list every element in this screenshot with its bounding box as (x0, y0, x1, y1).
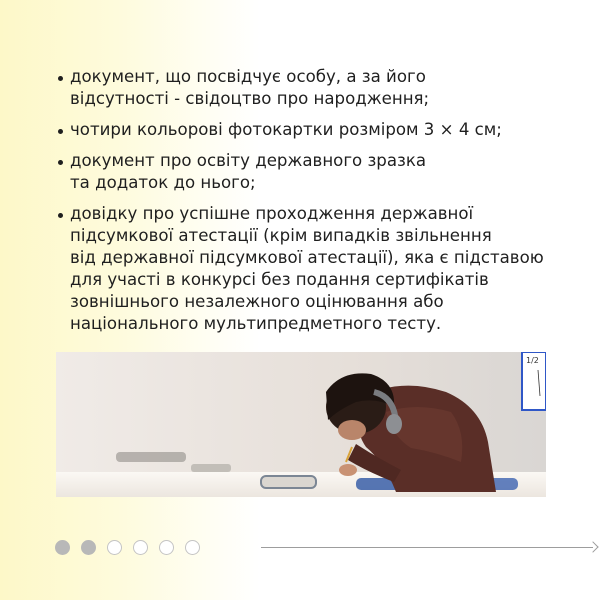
list-item-text: документ, що посвідчує особу, а за його відсутності - свідоцтво про народження; (70, 67, 430, 108)
list-item-text: довідку про успішне проходження державної підсумкової атестації (крім випадків звільнення від державної підсумкової атестації), яка є підставою для участі в конкурсі без подання сертифікатів зовнішнього незалежного оцінювання або національного мультипредметного тесту. (70, 204, 544, 333)
page-dot[interactable] (81, 540, 96, 555)
bullet-icon (58, 160, 63, 165)
requirements-list (58, 66, 558, 344)
whiteboard-text: 1/2 (526, 356, 539, 365)
carousel-pagination (55, 540, 555, 558)
page-dot[interactable] (159, 540, 174, 555)
page-dot[interactable] (107, 540, 122, 555)
list-item-text: чотири кольорові фотокартки розміром 3 × 4 см; (70, 120, 502, 139)
bullet-icon (58, 129, 63, 134)
student-exam-illustration (56, 352, 546, 497)
list-item-text: документ про освіту державного зразка та додаток до нього; (70, 151, 427, 192)
bullet-icon (58, 76, 63, 81)
page-dot[interactable] (185, 540, 200, 555)
list-item (58, 66, 558, 110)
student-exam-photo (56, 352, 546, 497)
progress-line (261, 547, 593, 548)
list-item (58, 203, 558, 335)
arrow-right-icon[interactable] (587, 541, 598, 552)
list-item (58, 119, 558, 141)
page-dot[interactable] (55, 540, 70, 555)
list-item (58, 150, 558, 194)
bullet-icon (58, 213, 63, 218)
page-dot[interactable] (133, 540, 148, 555)
